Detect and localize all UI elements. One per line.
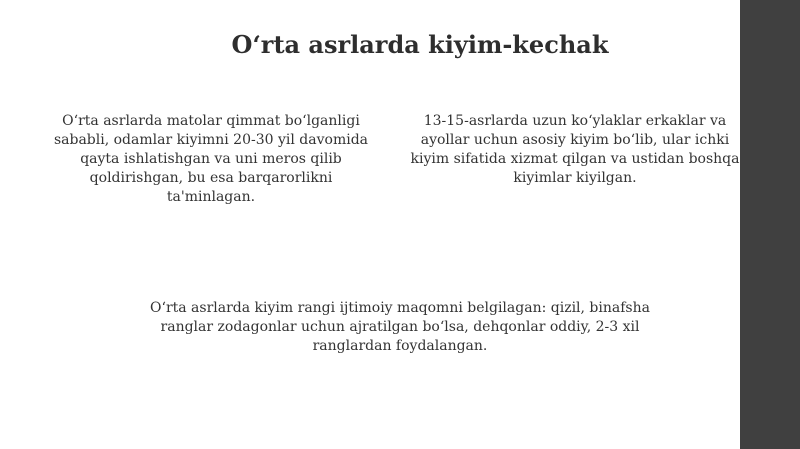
paragraph-right: 13-15-asrlarda uzun ko‘ylaklar erkaklar va ayollar uchun asosiy kiyim bo‘lib, ular ichki kiyim sifatida xizmat qilgan va ustidan boshqa kiyimlar kiyilgan. (410, 113, 740, 186)
paragraph-bottom: O‘rta asrlarda kiyim rangi ijtimoiy maqomni belgilagan: qizil, binafsha ranglar zodagonlar uchun ajratilgan bo‘lsa, dehqonlar oddiy, 2-3 xil ranglardan foydalangan. (150, 300, 650, 354)
side-panel-bar (740, 0, 800, 449)
slide-title: O‘rta asrlarda kiyim-kechak (231, 30, 609, 59)
paragraph-left: O‘rta asrlarda matolar qimmat bo‘lganligi sababli, odamlar kiyimni 20-30 yil davomida qayta ishlatishgan va uni meros qilib qoldirishgan, bu esa barqarorlikni ta'minlagan. (53, 113, 369, 205)
